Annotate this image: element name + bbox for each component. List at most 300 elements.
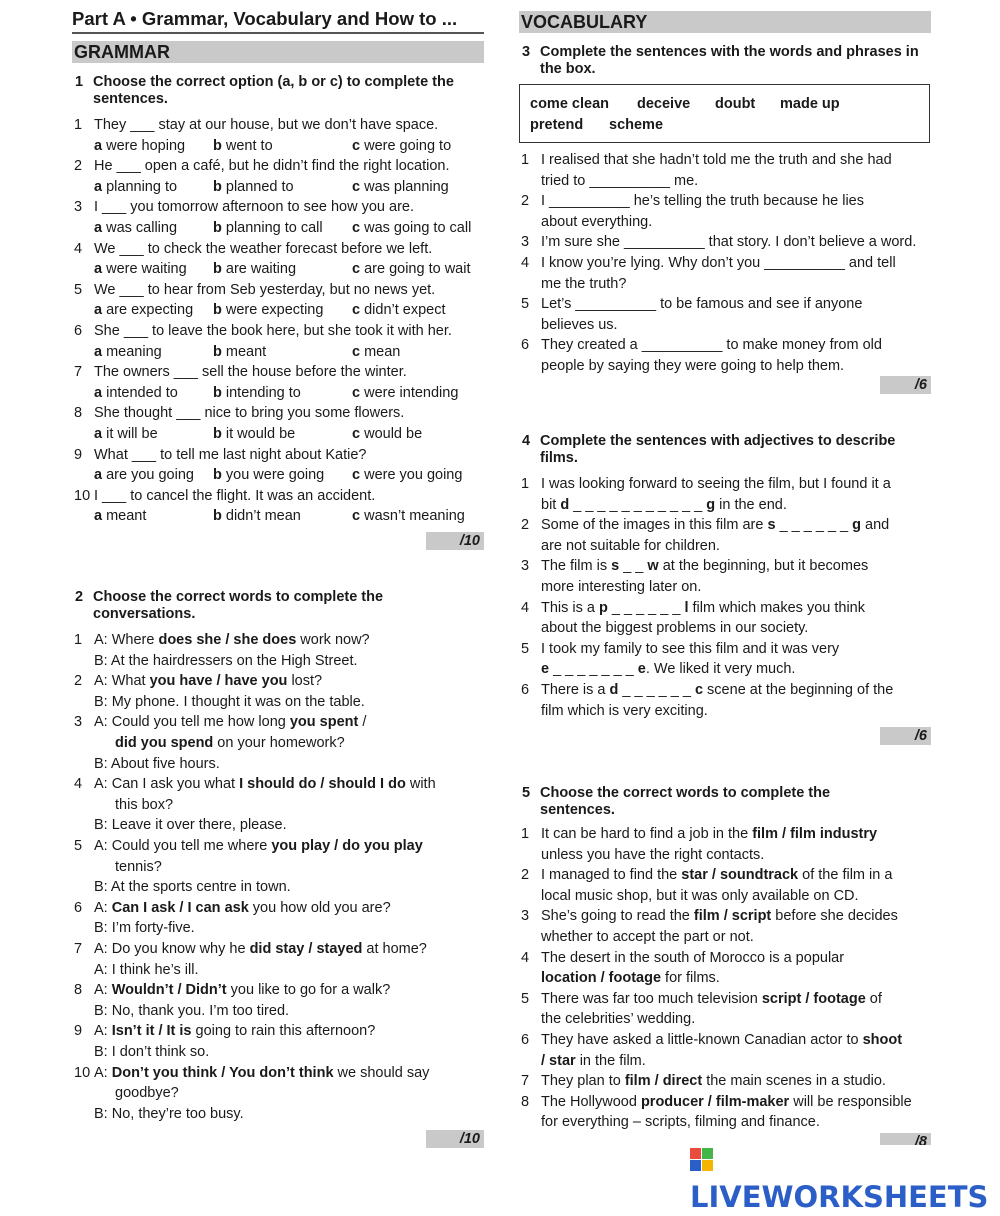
question-text: I ___ you tomorrow afternoon to see how you are.	[94, 199, 414, 216]
option-letter: b	[213, 137, 226, 154]
option-a	[94, 218, 177, 239]
text-segment: more interesting later on.	[541, 579, 702, 595]
text-segment: will be responsible	[789, 1093, 912, 1110]
text-segment: I’m sure she __________ that story. I don’t believe a word.	[541, 234, 917, 251]
option-letter: a	[94, 261, 107, 278]
option-a	[94, 259, 187, 280]
text-segment: film which is very exciting.	[541, 702, 708, 719]
option-letter: a	[94, 137, 107, 154]
option-c	[352, 136, 451, 157]
item-number: 6	[521, 682, 530, 698]
liveworksheets-logo	[690, 1140, 990, 1214]
text-segment: are not suitable for children.	[541, 537, 720, 554]
text-segment: Let’s __________ to be famous and see if anyone	[541, 296, 863, 313]
item-number: 1	[74, 117, 83, 133]
bold-segment: w	[647, 558, 659, 575]
option-a	[94, 465, 194, 486]
line-text	[94, 1042, 209, 1063]
line-text	[115, 733, 345, 754]
text-segment: me the truth?	[541, 275, 627, 292]
item-number: 3	[74, 199, 83, 216]
question-text: We ___ to check the weather forecast before we left.	[94, 240, 433, 257]
bold-segment: Wouldn’t / Didn’t	[111, 982, 227, 999]
item-number: 2	[521, 517, 530, 534]
item-number: 7	[74, 364, 83, 381]
text-segment: A: I think he’s ill.	[94, 961, 199, 978]
text-segment: _ _ _ _ _ _	[607, 599, 685, 616]
line-text	[94, 980, 390, 1001]
text-segment: There is a	[541, 682, 610, 698]
word-box-item: pretend	[530, 117, 584, 133]
exercise-2-score: /10	[426, 1130, 484, 1148]
text-segment: going to rain this afternoon?	[191, 1023, 376, 1040]
bold-segment: Can I ask / I can ask	[111, 899, 249, 916]
line-text	[94, 712, 366, 733]
option-b	[213, 506, 301, 527]
text-segment: work now?	[296, 632, 370, 648]
option-letter: c	[352, 467, 365, 484]
text-segment: They created a __________ to make money from old	[541, 337, 882, 354]
text-segment: The Hollywood	[541, 1093, 641, 1110]
option-text: you were going	[225, 467, 325, 484]
line-text	[541, 1112, 820, 1133]
item-number: 7	[74, 941, 83, 957]
item-number: 6	[74, 899, 83, 916]
text-segment: There was far too much television	[541, 990, 762, 1007]
item-number: 1	[521, 476, 530, 492]
exercise-3-score: /6	[880, 376, 931, 394]
exercise-number: 5	[522, 785, 531, 801]
line-text	[541, 906, 898, 927]
item-number: 2	[521, 193, 530, 210]
option-letter: a	[94, 508, 107, 525]
item-number: 10	[74, 1064, 91, 1081]
line-text	[541, 886, 859, 907]
option-text: were intending	[364, 384, 459, 401]
option-a	[94, 383, 178, 404]
item-number: 8	[74, 982, 83, 999]
text-segment: /	[358, 714, 367, 731]
line-text	[94, 1001, 289, 1022]
option-text: meaning	[106, 343, 162, 360]
bold-segment: e	[637, 661, 646, 678]
text-segment: B: My phone. I thought it was on the table.	[94, 693, 365, 710]
item-number: 7	[521, 1073, 530, 1090]
item-number: 3	[521, 908, 530, 925]
text-segment: A: Could you tell me where	[94, 838, 272, 854]
option-b	[213, 136, 273, 157]
line-text	[94, 1063, 429, 1084]
line-text	[541, 659, 795, 680]
option-letter: c	[352, 384, 365, 401]
text-segment: for films.	[661, 970, 720, 987]
bold-segment: s	[767, 517, 776, 534]
line-text	[541, 474, 891, 495]
option-c	[352, 177, 449, 198]
option-letter: a	[94, 178, 107, 195]
option-letter: b	[213, 302, 226, 319]
text-segment: B: No, thank you. I’m too tired.	[94, 1002, 290, 1019]
text-segment: on your homework?	[213, 735, 345, 751]
vocabulary-section-header: VOCABULARY	[519, 11, 931, 33]
text-segment: A: Could you tell me how long	[94, 714, 290, 731]
line-text	[541, 536, 720, 557]
bold-segment: l	[684, 599, 689, 616]
instruction-text: Choose the correct words to complete the sentences.	[540, 785, 831, 818]
line-text	[541, 824, 877, 845]
word-box-item: scheme	[609, 117, 664, 133]
item-number: 3	[521, 234, 530, 251]
option-c	[352, 424, 422, 445]
question-text: She thought ___ nice to bring you some flowers.	[94, 405, 405, 422]
text-segment: tennis?	[115, 858, 162, 875]
line-text	[115, 857, 162, 878]
line-text	[541, 232, 916, 253]
line-text	[541, 639, 839, 660]
line-text	[94, 815, 287, 836]
option-text: was calling	[106, 220, 178, 236]
text-segment: The desert in the south of Morocco is a popular	[541, 949, 845, 966]
line-text	[541, 701, 708, 722]
item-number: 5	[74, 281, 83, 298]
bold-segment: s	[611, 558, 620, 575]
bold-segment: I should do / should I do	[239, 776, 406, 793]
option-letter: a	[94, 343, 107, 360]
line-text	[541, 212, 652, 233]
item-number: 5	[521, 640, 530, 657]
option-letter: a	[94, 426, 107, 442]
exercise-number: 1	[75, 74, 84, 90]
bold-segment: d	[609, 682, 619, 698]
bold-segment: script / footage	[761, 990, 866, 1007]
item-number: 4	[74, 240, 83, 257]
item-number: 6	[521, 337, 530, 354]
text-segment: bit	[541, 496, 561, 513]
line-text	[541, 577, 701, 598]
option-letter: b	[213, 508, 226, 525]
bold-segment: does she / she does	[158, 632, 297, 648]
instruction-text: Choose the correct words to complete the conversations.	[93, 589, 384, 622]
line-text	[94, 671, 322, 692]
line-text	[541, 495, 787, 516]
item-number: 5	[521, 296, 530, 313]
option-b	[213, 383, 301, 404]
line-text	[94, 960, 199, 981]
bold-segment: you spent	[289, 714, 359, 731]
option-letter: c	[352, 508, 365, 525]
option-text: meant	[106, 508, 147, 525]
option-text: was planning	[364, 178, 449, 195]
line-text	[541, 1092, 912, 1113]
option-c	[352, 259, 471, 280]
item-number: 9	[74, 446, 83, 463]
text-segment: the main scenes in a studio.	[702, 1073, 886, 1090]
item-number: 4	[521, 255, 530, 271]
text-segment: at home?	[362, 941, 427, 957]
bold-segment: did you spend	[115, 735, 214, 751]
line-text	[541, 315, 618, 336]
option-b	[213, 424, 295, 445]
bold-segment: film / script	[693, 908, 772, 925]
text-segment: A:	[94, 899, 112, 916]
line-text	[541, 968, 720, 989]
text-segment: whether to accept the part or not.	[541, 929, 754, 945]
item-number: 4	[74, 776, 83, 793]
text-segment: She’s going to read the	[541, 908, 694, 925]
line-text	[94, 651, 358, 672]
option-letter: b	[213, 426, 226, 442]
text-segment: about everything.	[541, 213, 653, 230]
option-a	[94, 177, 177, 198]
text-segment: They plan to	[541, 1073, 625, 1090]
text-segment: It can be hard to find a job in the	[541, 826, 753, 842]
text-segment: A:	[94, 1023, 112, 1040]
option-letter: a	[94, 220, 107, 236]
option-b	[213, 300, 323, 321]
option-letter: a	[94, 467, 107, 484]
option-text: intending to	[225, 384, 301, 401]
option-a	[94, 506, 146, 527]
line-text	[541, 335, 882, 356]
text-segment: A:	[94, 982, 112, 999]
question-text: She ___ to leave the book here, but she took it with her.	[94, 323, 452, 339]
word-box-item: doubt	[715, 96, 756, 112]
line-text	[541, 171, 698, 192]
option-c	[352, 383, 458, 404]
item-number: 1	[521, 826, 530, 842]
text-segment: before she decides	[771, 908, 898, 925]
option-text: it will be	[106, 426, 158, 442]
line-text	[541, 191, 864, 212]
text-segment: unless you have the right contacts.	[541, 846, 765, 863]
exercise-number: 3	[522, 44, 531, 60]
item-number: 8	[74, 405, 83, 422]
bold-segment: did stay / stayed	[249, 941, 363, 957]
line-text	[94, 1104, 244, 1125]
text-segment: scene at the beginning of the	[703, 682, 894, 698]
line-text	[94, 1021, 375, 1042]
bold-segment: d	[560, 496, 570, 513]
line-text	[541, 948, 844, 969]
word-box-item: made up	[780, 96, 840, 112]
bold-segment: you have / have you	[149, 673, 288, 690]
line-text	[541, 845, 764, 866]
option-text: was going to call	[364, 220, 472, 236]
option-text: went to	[225, 137, 273, 154]
option-text: are going to wait	[364, 261, 471, 278]
option-text: would be	[364, 426, 423, 442]
line-text	[541, 1009, 695, 1030]
exercise-1-instruction	[72, 74, 484, 108]
bold-segment: you play / do you play	[271, 838, 423, 854]
option-letter: a	[94, 302, 107, 319]
option-letter: c	[352, 178, 365, 195]
line-text	[541, 253, 896, 274]
bold-segment: g	[706, 496, 716, 513]
option-letter: c	[352, 261, 365, 278]
text-segment: B: I’m forty-five.	[94, 920, 195, 937]
bold-segment: star / soundtrack	[681, 867, 799, 884]
option-letter: b	[213, 261, 226, 278]
option-text: didn’t mean	[225, 508, 301, 525]
text-segment: tried to __________ me.	[541, 172, 699, 189]
option-text: are expecting	[106, 302, 194, 319]
option-b	[213, 177, 294, 198]
logo-mark-icon	[690, 1148, 714, 1172]
item-number: 2	[521, 867, 530, 884]
exercise-5-instruction	[519, 785, 931, 819]
option-text: planning to	[106, 178, 178, 195]
text-segment: and	[861, 517, 890, 534]
option-c	[352, 342, 400, 363]
bold-segment: / star	[541, 1052, 576, 1069]
text-segment: _ _ _ _ _ _	[618, 682, 695, 698]
line-text	[541, 1051, 646, 1072]
text-segment: we should say	[333, 1064, 430, 1081]
option-text: meant	[225, 343, 267, 360]
line-text	[541, 274, 626, 295]
item-number: 2	[74, 158, 83, 175]
text-segment: A: What	[94, 673, 150, 690]
option-text: were going to	[364, 137, 452, 154]
word-box-item: come clean	[530, 96, 609, 112]
text-segment: I know you’re lying. Why don’t you __________ and tell	[541, 255, 896, 271]
item-number: 6	[521, 1032, 530, 1048]
bold-segment: e	[541, 661, 550, 678]
text-segment: They have asked a little-known Canadian actor to	[541, 1032, 863, 1048]
instruction-text: Choose the correct option (a, b or c) to complete the sentences.	[93, 74, 454, 107]
line-text	[541, 618, 808, 639]
line-text	[115, 795, 173, 816]
text-segment: film which makes you think	[688, 599, 865, 616]
bold-segment: location / footage	[541, 970, 662, 987]
option-text: didn’t expect	[364, 302, 446, 319]
item-number: 3	[521, 558, 530, 575]
text-segment: I realised that she hadn’t told me the truth and she had	[541, 152, 892, 168]
text-segment: about the biggest problems in our society.	[541, 620, 809, 637]
option-text: planned to	[225, 178, 294, 195]
option-text: were waiting	[106, 261, 187, 278]
logo-text: LIVEWORKSHEETS	[690, 1180, 989, 1214]
line-text	[541, 515, 889, 536]
text-segment: B: At the hairdressers on the High Street.	[94, 652, 358, 669]
option-a	[94, 342, 162, 363]
item-number: 6	[74, 323, 83, 339]
item-number: 5	[74, 838, 83, 854]
option-a	[94, 300, 193, 321]
option-letter: b	[213, 343, 226, 360]
line-text	[94, 774, 436, 795]
text-segment: B: About five hours.	[94, 755, 220, 772]
line-text	[94, 918, 195, 939]
bold-segment: p	[599, 599, 608, 616]
text-segment: with	[405, 776, 436, 793]
text-segment: of the film in a	[798, 867, 893, 884]
grammar-section-header: GRAMMAR	[72, 41, 484, 63]
line-text	[541, 294, 862, 315]
option-letter: c	[352, 426, 365, 442]
option-b	[213, 342, 266, 363]
text-segment: I managed to find the	[541, 867, 682, 884]
exercise-5-score: /8	[880, 1133, 931, 1145]
item-number: 4	[521, 949, 530, 966]
option-letter: a	[94, 384, 107, 401]
option-b	[213, 218, 323, 239]
option-text: intended to	[106, 384, 178, 401]
bold-segment: film / film industry	[752, 826, 878, 842]
text-segment: _ _	[619, 558, 648, 575]
bold-segment: Don’t you think / You don’t think	[111, 1064, 334, 1081]
text-segment: in the end.	[715, 496, 787, 513]
text-segment: believes us.	[541, 316, 618, 333]
line-text	[115, 1083, 179, 1104]
option-b	[213, 465, 324, 486]
option-letter: b	[213, 467, 226, 484]
bold-segment: c	[694, 682, 704, 698]
item-number: 1	[521, 152, 530, 168]
text-segment: local music shop, but it was only available on CD.	[541, 887, 859, 904]
bold-segment: producer / film-maker	[640, 1093, 790, 1110]
line-text	[541, 356, 844, 377]
instruction-text: Complete the sentences with the words and phrases in the box.	[540, 44, 919, 77]
word-box	[519, 84, 930, 143]
line-text	[541, 556, 868, 577]
line-text	[94, 630, 370, 651]
text-segment: _ _ _ _ _ _ _ _ _ _ _	[569, 496, 707, 513]
line-text	[541, 680, 893, 701]
question-text: I ___ to cancel the flight. It was an accident.	[94, 487, 376, 504]
option-text: were hoping	[106, 137, 186, 154]
option-c	[352, 218, 471, 239]
text-segment: _ _ _ _ _ _ _	[549, 661, 638, 678]
text-segment: people by saying they were going to help them.	[541, 358, 845, 374]
item-number: 9	[74, 1023, 83, 1040]
exercise-2-instruction	[72, 589, 484, 623]
line-text	[94, 898, 391, 919]
question-text: The owners ___ sell the house before the winter.	[94, 364, 407, 381]
text-segment: this box?	[115, 796, 174, 813]
text-segment: I __________ he’s telling the truth because he lies	[541, 193, 865, 210]
word-box-item: deceive	[637, 96, 691, 112]
question-text: What ___ to tell me last night about Katie?	[94, 446, 367, 463]
item-number: 1	[74, 632, 83, 648]
option-letter: b	[213, 178, 226, 195]
text-segment: B: Leave it over there, please.	[94, 817, 287, 834]
item-number: 3	[74, 714, 83, 731]
line-text	[94, 836, 423, 857]
line-text	[94, 692, 365, 713]
question-text: We ___ to hear from Seb yesterday, but no news yet.	[94, 281, 436, 298]
text-segment: in the film.	[575, 1052, 646, 1069]
option-c	[352, 506, 465, 527]
instruction-text: Complete the sentences with adjectives to describe films.	[540, 433, 896, 466]
option-letter: c	[352, 343, 365, 360]
option-letter: c	[352, 137, 365, 154]
text-segment: A: Do you know why he	[94, 941, 250, 957]
page-title: Part A • Grammar, Vocabulary and How to ...	[72, 8, 484, 34]
line-text	[541, 927, 754, 948]
line-text	[94, 877, 291, 898]
exercise-1-score: /10	[426, 532, 484, 550]
option-a	[94, 424, 158, 445]
option-a	[94, 136, 185, 157]
text-segment: A: Can I ask you what	[94, 776, 240, 793]
option-text: wasn’t meaning	[364, 508, 465, 525]
text-segment: you how old you are?	[248, 899, 391, 916]
option-text: planning to call	[225, 220, 323, 236]
text-segment: for everything – scripts, filming and finance.	[541, 1114, 820, 1131]
exercise-number: 4	[522, 433, 531, 449]
